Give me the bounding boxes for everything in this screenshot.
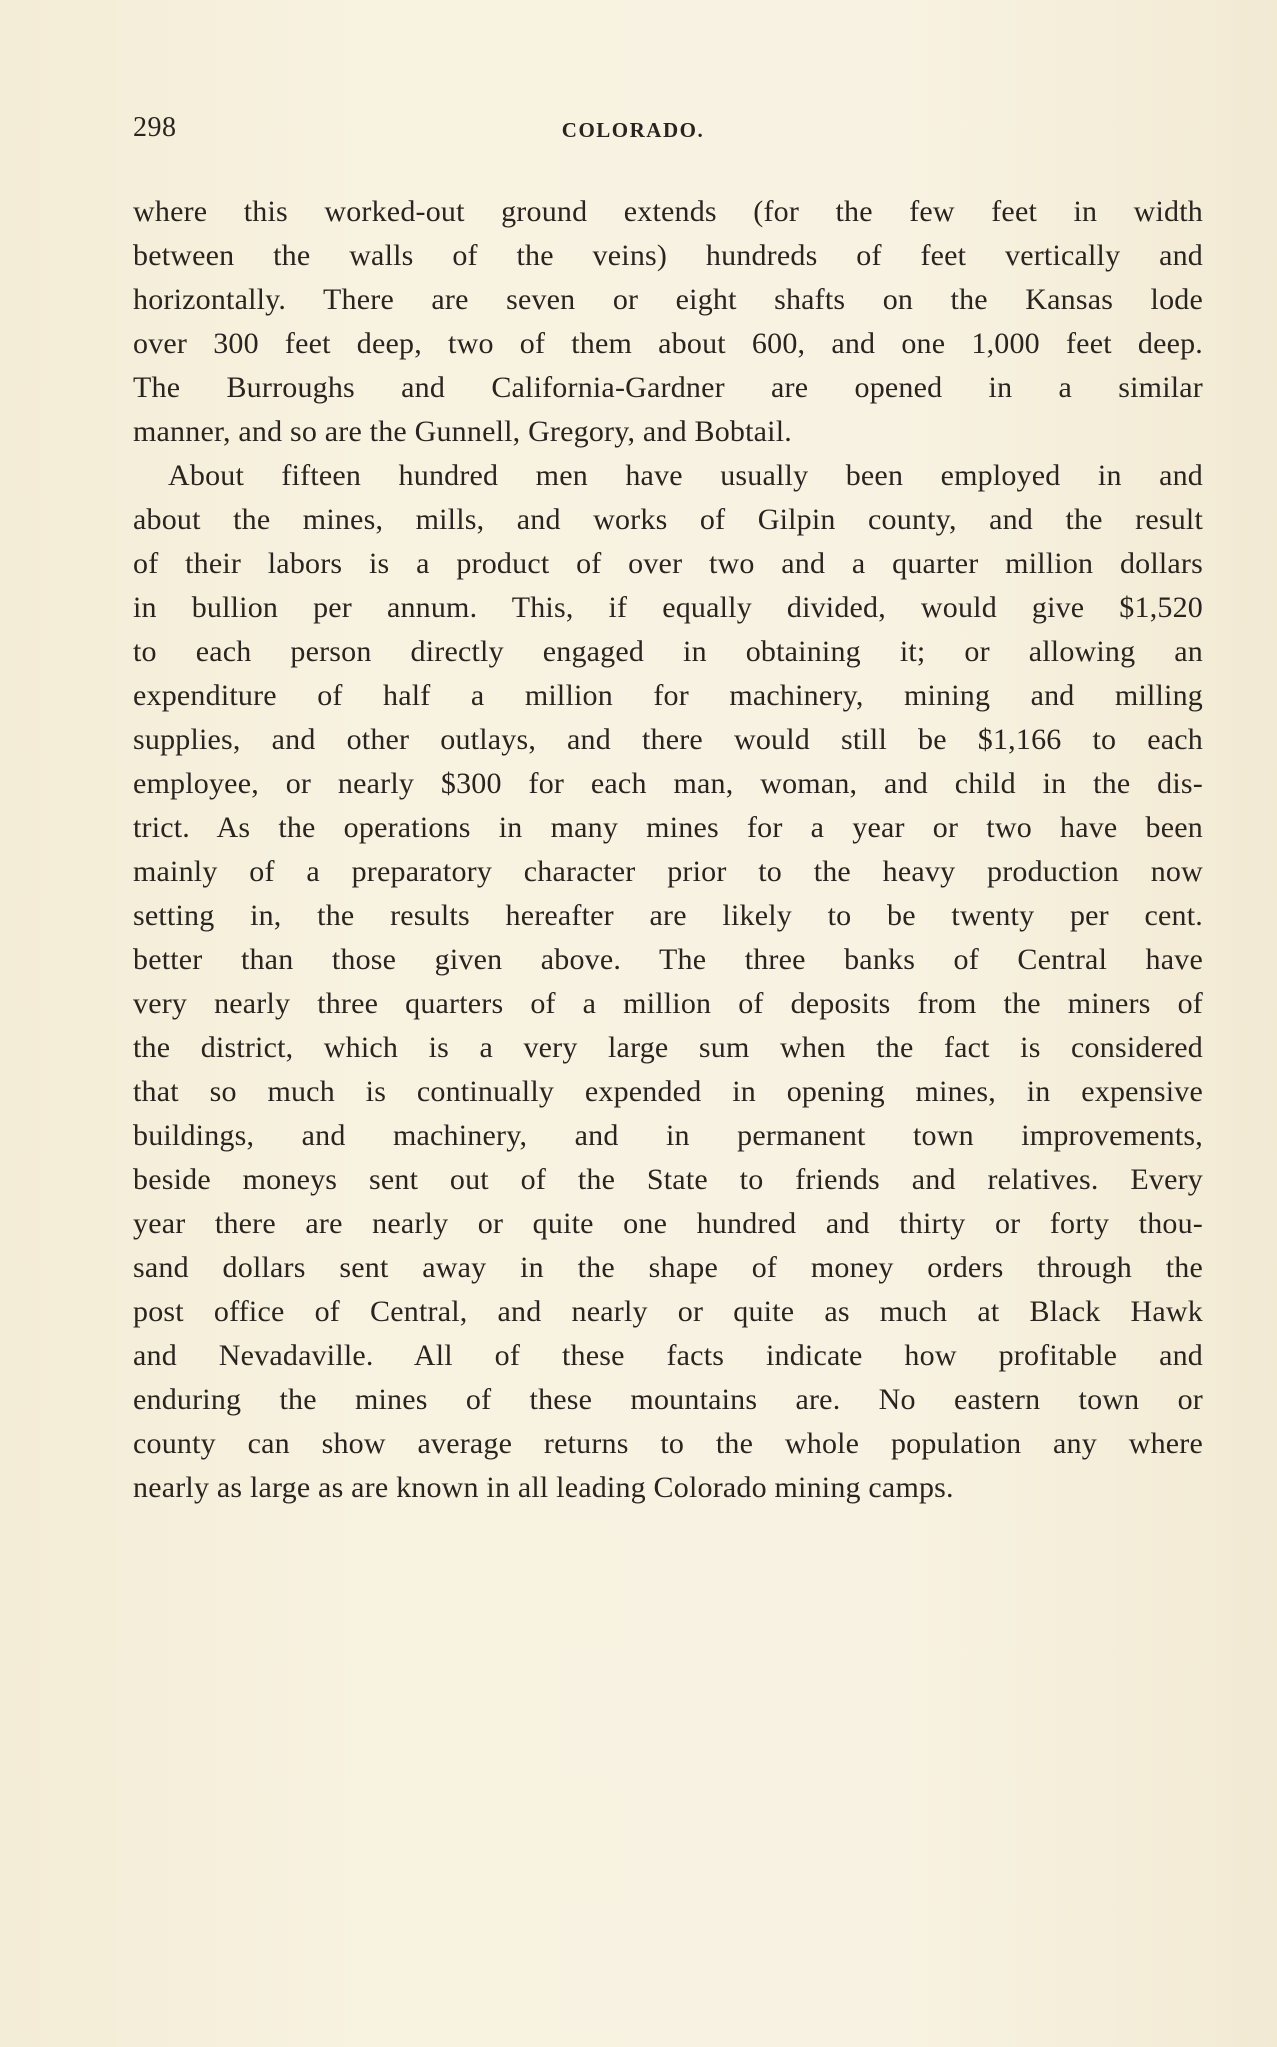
paragraph-continued bbox=[133, 190, 1203, 454]
text-line: about the mines, mills, and works of Gilpin county, and the result bbox=[133, 503, 1203, 536]
text-line: The Burroughs and California-Gardner are opened in a similar bbox=[133, 371, 1203, 404]
text-line: supplies, and other outlays, and there would still be $1,166 to each bbox=[133, 723, 1203, 756]
paragraph-gilpin-county bbox=[133, 454, 1203, 1510]
text-line: the district, which is a very large sum when the fact is considered bbox=[133, 1031, 1203, 1064]
text-line: nearly as large as are known in all leading Colorado mining camps. bbox=[133, 1471, 954, 1504]
text-line: enduring the mines of these mountains are. No eastern town or bbox=[133, 1383, 1203, 1416]
running-title: COLORADO. bbox=[561, 118, 705, 142]
text-line: between the walls of the veins) hundreds of feet vertically and bbox=[133, 239, 1203, 272]
text-line: of their labors is a product of over two and a quarter million dollars bbox=[133, 547, 1203, 580]
text-line: manner, and so are the Gunnell, Gregory, and Bobtail. bbox=[133, 415, 792, 448]
text-line: better than those given above. The three banks of Central have bbox=[133, 943, 1203, 976]
text-line: buildings, and machinery, and in permanent town improvements, bbox=[133, 1119, 1203, 1152]
text-line: setting in, the results hereafter are likely to be twenty per cent. bbox=[133, 899, 1203, 932]
text-line: county can show average returns to the whole population any where bbox=[133, 1427, 1203, 1460]
text-line: sand dollars sent away in the shape of money orders through the bbox=[133, 1251, 1203, 1284]
text-line: very nearly three quarters of a million of deposits from the miners of bbox=[133, 987, 1203, 1020]
text-line: trict. As the operations in many mines for a year or two have been bbox=[133, 811, 1203, 844]
page-number: 298 bbox=[133, 112, 177, 143]
body-text bbox=[133, 190, 1203, 1510]
text-line: horizontally. There are seven or eight shafts on the Kansas lode bbox=[133, 283, 1203, 316]
text-line: year there are nearly or quite one hundred and thirty or forty thou- bbox=[133, 1207, 1203, 1240]
text-line: beside moneys sent out of the State to friends and relatives. Every bbox=[133, 1163, 1203, 1196]
text-line: expenditure of half a million for machinery, mining and milling bbox=[133, 679, 1203, 712]
text-line: over 300 feet deep, two of them about 600, and one 1,000 feet deep. bbox=[133, 327, 1203, 360]
text-line: that so much is continually expended in opening mines, in expensive bbox=[133, 1075, 1203, 1108]
running-head bbox=[133, 112, 1193, 148]
text-line: post office of Central, and nearly or quite as much at Black Hawk bbox=[133, 1295, 1203, 1328]
text-line: where this worked-out ground extends (for the few feet in width bbox=[133, 195, 1203, 228]
text-line: About fifteen hundred men have usually been employed in and bbox=[168, 459, 1203, 492]
text-line: to each person directly engaged in obtaining it; or allowing an bbox=[133, 635, 1203, 668]
text-line: mainly of a preparatory character prior to the heavy production now bbox=[133, 855, 1203, 888]
text-line: employee, or nearly $300 for each man, woman, and child in the dis- bbox=[133, 767, 1203, 800]
text-line: in bullion per annum. This, if equally divided, would give $1,520 bbox=[133, 591, 1203, 624]
text-line: and Nevadaville. All of these facts indicate how profitable and bbox=[133, 1339, 1203, 1372]
